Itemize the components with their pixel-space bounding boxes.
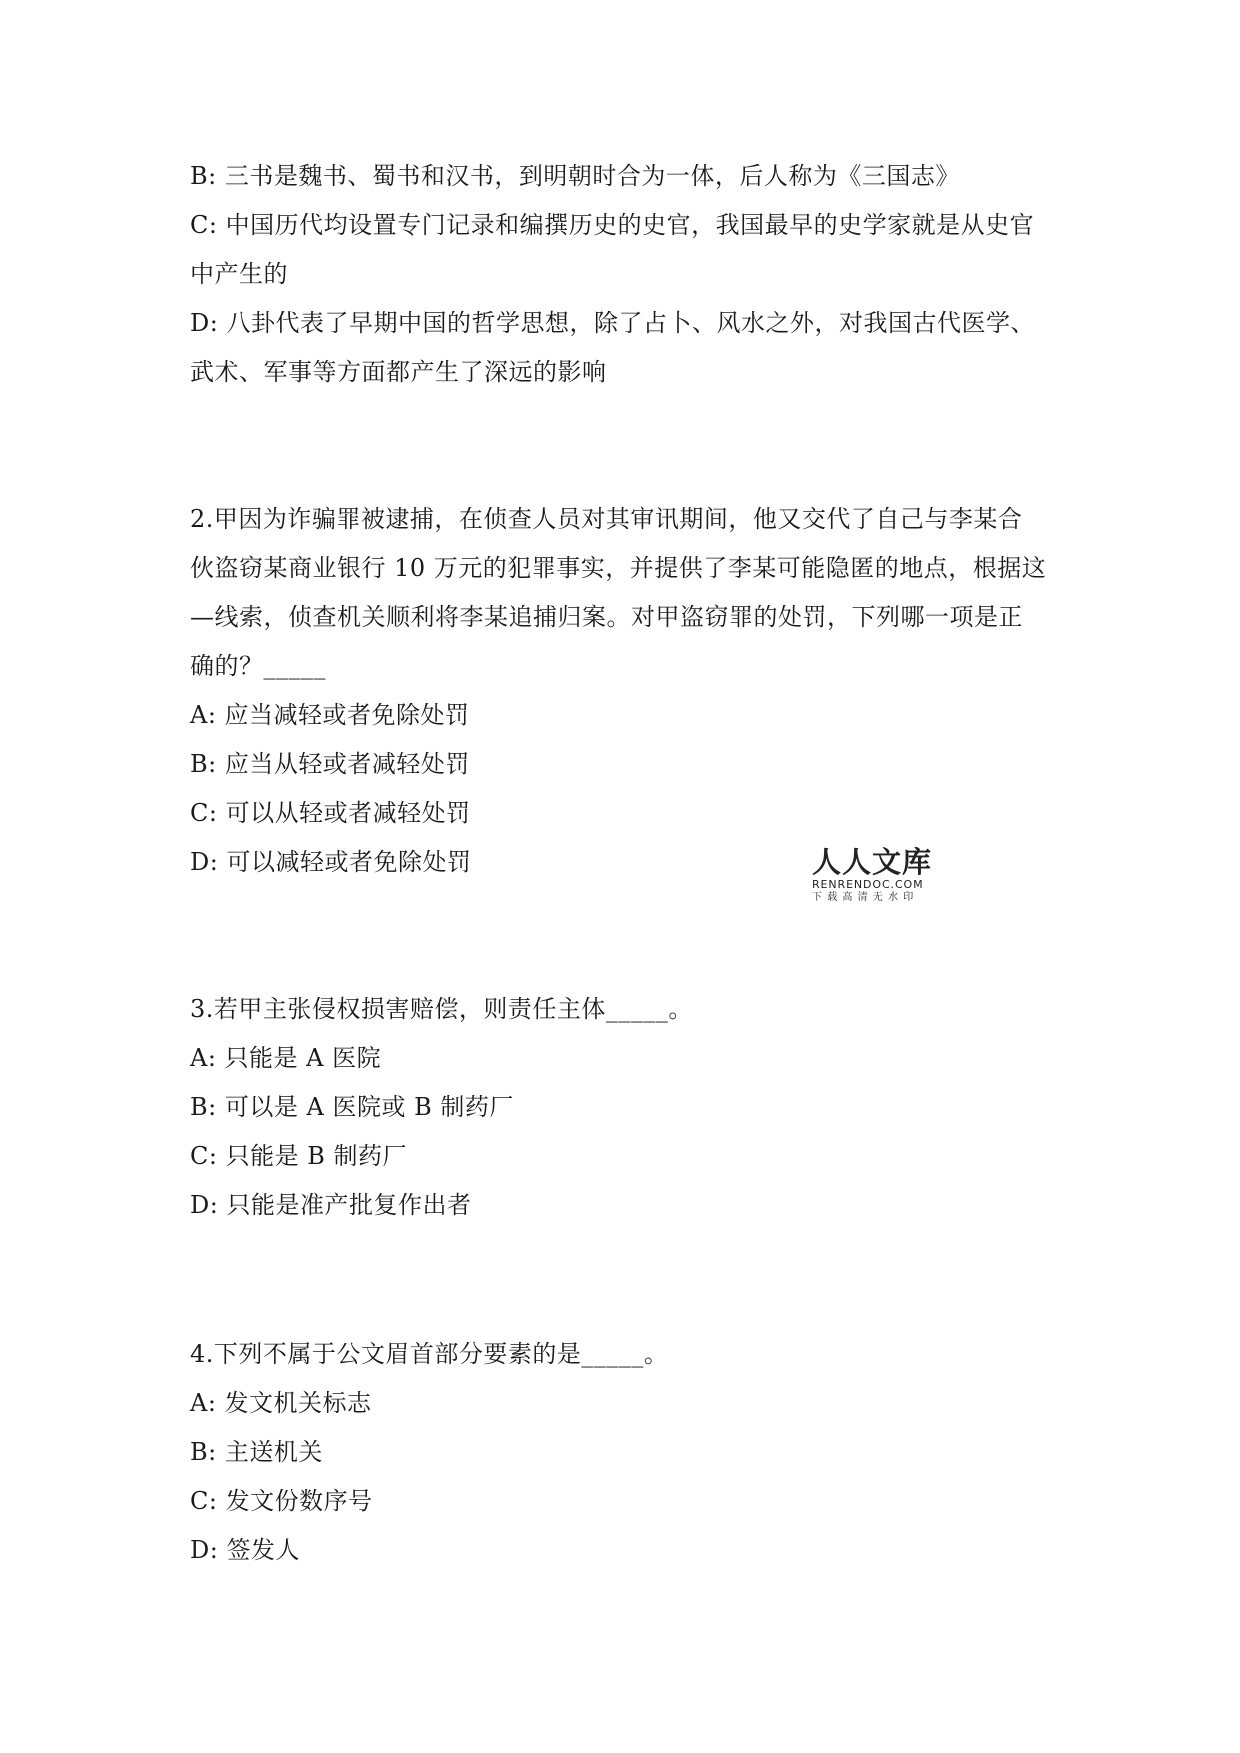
option-b: B: 三书是魏书、蜀书和汉书，到明朝时合为一体，后人称为《三国志》 bbox=[190, 162, 960, 190]
option-a: A: 应当减轻或者免除处罚 bbox=[190, 701, 470, 729]
question-stem-line: 4.下列不属于公文眉首部分要素的是_____。 bbox=[190, 1340, 669, 1368]
option-d: D: 签发人 bbox=[190, 1536, 300, 1564]
watermark-subtitle: 下载高清无水印 bbox=[812, 892, 919, 903]
option-b: B: 应当从轻或者减轻处罚 bbox=[190, 750, 470, 778]
question-3 bbox=[190, 985, 1060, 1230]
option-a: A: 只能是 A 医院 bbox=[190, 1044, 382, 1072]
option-a: A: 发文机关标志 bbox=[190, 1389, 372, 1417]
question-stem-line: 确的？_____ bbox=[190, 652, 326, 680]
option-c: C: 只能是 B 制药厂 bbox=[190, 1142, 407, 1170]
question-stem-line: —线索，侦查机关顺利将李某追捕归案。对甲盗窃罪的处罚，下列哪一项是正 bbox=[190, 603, 1023, 631]
option-d: D: 只能是准产批复作出者 bbox=[190, 1191, 472, 1219]
option-c-continued: 中产生的 bbox=[190, 260, 288, 288]
option-c: C: 发文份数序号 bbox=[190, 1487, 373, 1515]
option-d: D: 可以减轻或者免除处罚 bbox=[190, 848, 472, 876]
question-4 bbox=[190, 1330, 1060, 1575]
option-b: B: 主送机关 bbox=[190, 1438, 323, 1466]
question-2 bbox=[190, 495, 1060, 887]
renrendoc-watermark-logo bbox=[812, 846, 936, 904]
watermark-title: 人人文库 bbox=[812, 845, 933, 879]
question-stem-line: 2.甲因为诈骗罪被逮捕，在侦查人员对其审讯期间，他又交代了自己与李某合 bbox=[190, 505, 1023, 533]
question-stem-line: 3.若甲主张侵权损害赔偿，则责任主体_____。 bbox=[190, 995, 693, 1023]
option-d: D: 八卦代表了早期中国的哲学思想，除了占卜、风水之外，对我国古代医学、 bbox=[190, 309, 1035, 337]
option-d-continued: 武术、军事等方面都产生了深远的影响 bbox=[190, 358, 607, 386]
question-1-options-continued bbox=[190, 152, 1060, 397]
watermark-domain: RENRENDOC.COM bbox=[812, 878, 924, 891]
question-stem-line: 伙盗窃某商业银行 10 万元的犯罪事实，并提供了李某可能隐匿的地点，根据这 bbox=[190, 554, 1047, 582]
option-b: B: 可以是 A 医院或 B 制药厂 bbox=[190, 1093, 514, 1121]
option-c: C: 中国历代均设置专门记录和编撰历史的史官，我国最早的史学家就是从史官 bbox=[190, 211, 1035, 239]
option-c: C: 可以从轻或者减轻处罚 bbox=[190, 799, 471, 827]
